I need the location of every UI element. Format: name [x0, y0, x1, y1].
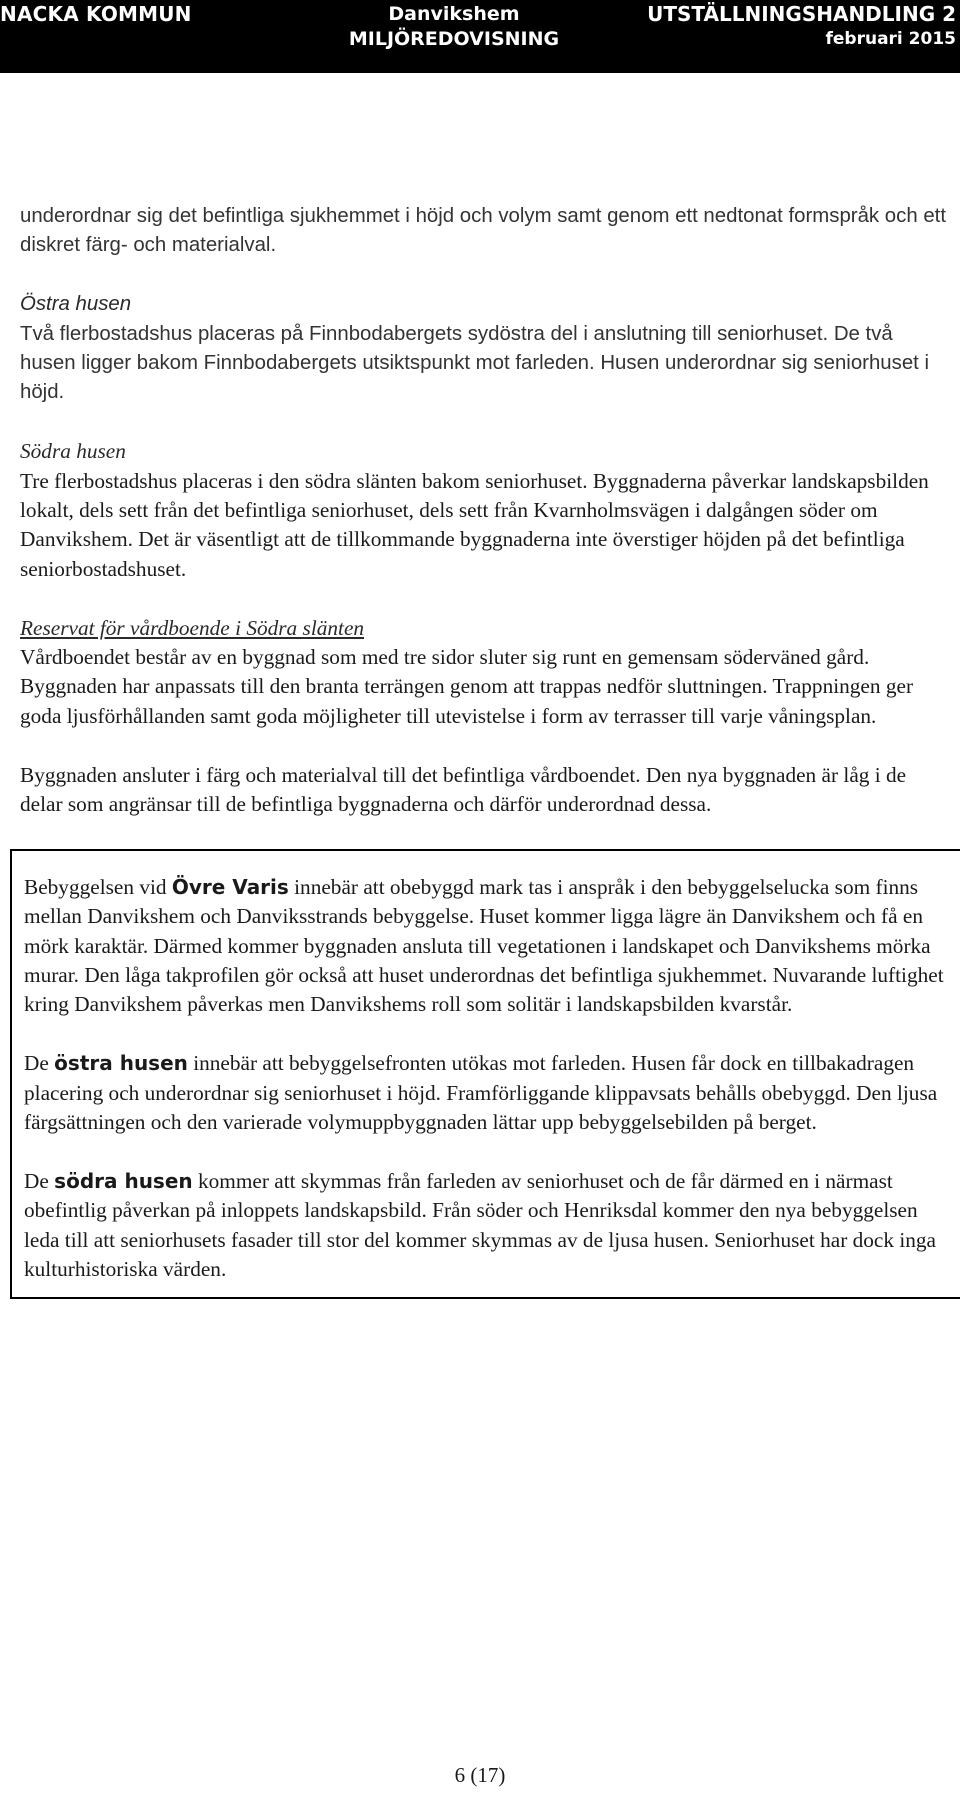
document-date: februari 2015	[825, 29, 956, 49]
assessment-ostra-husen: De östra husen innebär att bebyggelsefronten utökas mot farleden. Husen får dock en tillbakadragen placering och underordnar sig seniorhuset i höjd. Framförliggande klippavsats behålls obebyggd. Den ljusa färgsättningen och den varierade volymuppbyggnaden lättar upp bebyggelsebilden på berget.	[24, 1051, 938, 1135]
section-heading-ostra: Östra husen	[20, 293, 132, 316]
page-number: 6 (17)	[454, 1763, 506, 1787]
document-type: MILJÖREDOVISNING	[348, 28, 560, 50]
page-header	[0, 0, 960, 73]
project-name: Danvikshem	[388, 3, 520, 25]
organization-name: NACKA KOMMUN	[0, 2, 192, 26]
term-sodra-husen: södra husen	[54, 1168, 193, 1193]
section-text-sodra: Tre flerbostadshus placeras i den södra slänten bakom seniorhuset. Byggnaderna påverkar landskapsbilden lokalt, dels sett från det befintliga seniorhuset, dels sett från Kvarnholmsvägen i dalgången söder om Danvikshem. Det är väsentligt att de tillkommande byggnaderna inte överstiger höjden på det befintliga seniorbostadshuset.	[20, 468, 929, 581]
term-ostra-husen: östra husen	[54, 1051, 188, 1076]
term-ovre-varis: Övre Varis	[171, 874, 289, 899]
section-text-ostra: Två flerbostadshus placeras på Finnbodabergets sydöstra del i anslutning till seniorhuset. De två husen ligger bakom Finnbodabergets utsiktspunkt mot farleden. Husen underordnar sig seniorhuset i höjd.	[20, 322, 930, 404]
intro-paragraph: underordnar sig det befintliga sjukhemmet i höjd och volym samt genom ett nedtonat formspråk och ett diskret färg- och materialval.	[20, 205, 946, 257]
assessment-box	[10, 849, 960, 1299]
handling-label: UTSTÄLLNINGSHANDLING 2	[647, 2, 956, 26]
document-body	[20, 202, 950, 1299]
header-project-block	[334, 2, 574, 52]
section-heading-reservat: Reservat för vårdboende i Södra slänten	[20, 615, 365, 640]
section-heading-sodra: Södra husen	[20, 439, 126, 464]
assessment-ovre-varis: Bebyggelsen vid Övre Varis innebär att obebyggd mark tas i anspråk i den bebyggelselucka som finns mellan Danvikshem och Danviksstrands bebyggelse. Huset kommer ligga lägre än Danvikshem och få en mörk karaktär. Därmed kommer byggnaden ansluta till vegetationen i landskapet och Danvikshems mörka murar. Den låga takprofilen gör också att huset underordnas det befintliga sjukhemmet. Nuvarande luftighet kring Danvikshem påverkas men Danvikshems roll som solitär i landskapsbilden kvarstår.	[24, 874, 944, 1017]
section-text-reservat: Vårdboendet består av en byggnad som med tre sidor sluter sig runt en gemensam söderväned gård. Byggnaden har anpassats till den branta terrängen genom att trappas nedför sluttningen. Trappningen ger goda ljusförhållanden samt goda möjligheter till utevistelse i form av terrasser till varje våningsplan.	[20, 645, 914, 728]
header-right-block	[647, 2, 956, 52]
section-text-byggnaden: Byggnaden ansluter i färg och materialval till det befintliga vårdboendet. Den nya byggnaden är låg i de delar som angränsar till de befintliga byggnaderna och därför underordnad dessa.	[20, 762, 907, 817]
assessment-sodra-husen: De södra husen kommer att skymmas från farleden av seniorhuset och de får därmed en i närmast obefintlig påverkan på inloppets landskapsbild. Från söder och Henriksdal kommer den nya bebyggelsen leda till att seniorhusets fasader till stor del kommer skymmas av de ljusa husen. Seniorhuset har dock inga kulturhistoriska värden.	[24, 1168, 937, 1282]
